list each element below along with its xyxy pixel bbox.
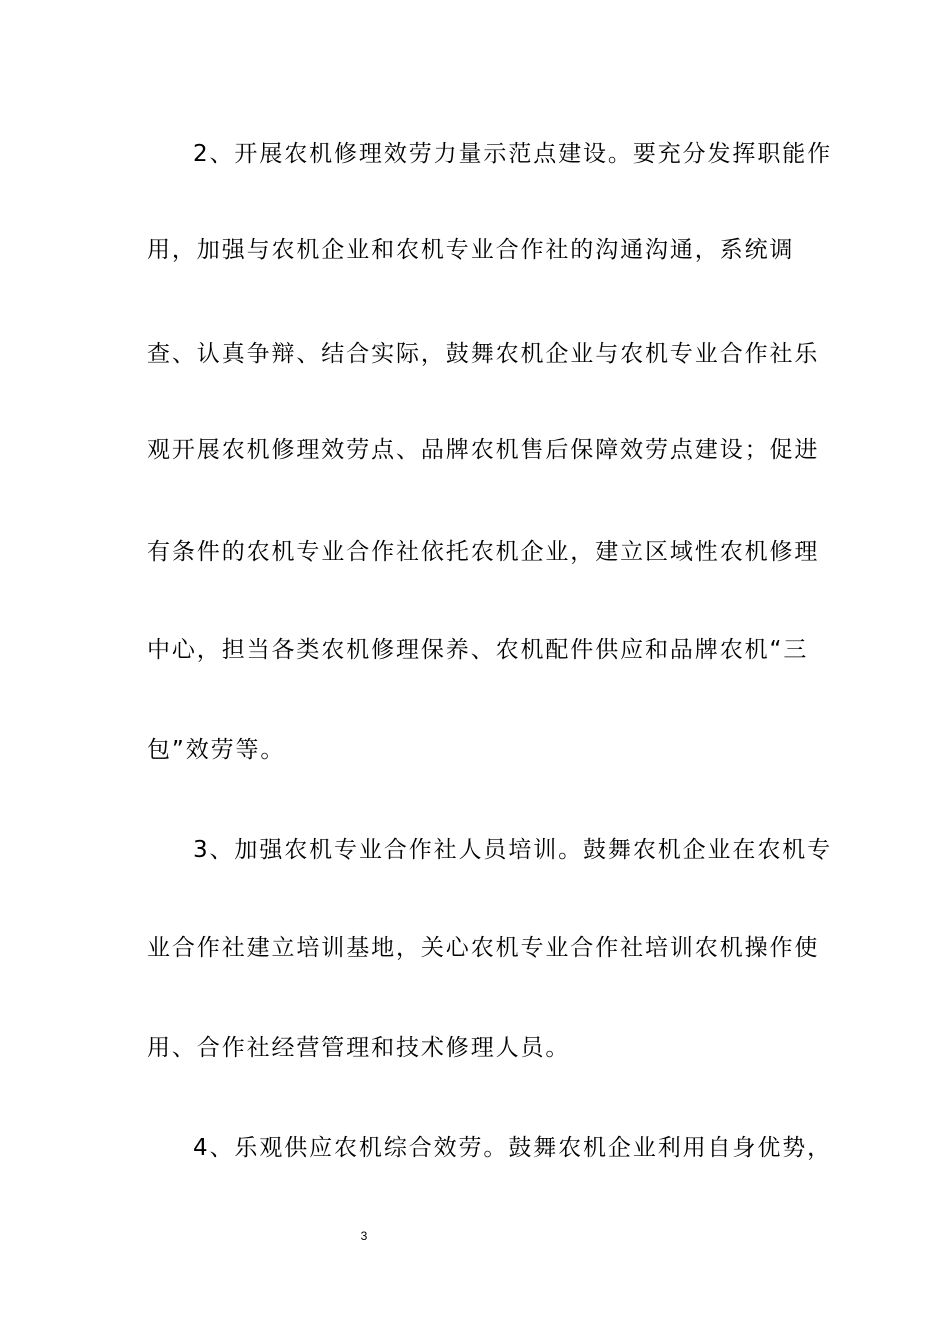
text-line: 包”效劳等。 [147, 737, 286, 763]
text-line: 2、开展农机修理效劳力量示范点建设。要充分发挥职能作 [193, 141, 833, 167]
text-line: 有条件的农机专业合作社依托农机企业，建立区域性农机修理 [147, 539, 820, 565]
text-line: 用，加强与农机企业和农机专业合作社的沟通沟通，系统调 [147, 237, 795, 263]
text-line: 3、加强农机专业合作社人员培训。鼓舞农机企业在农机专 [193, 837, 833, 863]
text-line: 业合作社建立培训基地，关心农机专业合作社培训农机操作使 [147, 935, 820, 961]
text-line: 中心，担当各类农机修理保养、农机配件供应和品牌农机“三 [147, 637, 809, 663]
text-line: 用、合作社经营管理和技术修理人员。 [147, 1035, 571, 1061]
text-line: 观开展农机修理效劳点、品牌农机售后保障效劳点建设；促进 [147, 437, 820, 463]
page-number: 3 [360, 1229, 368, 1243]
text-line: 查、认真争辩、结合实际，鼓舞农机企业与农机专业合作社乐 [147, 341, 820, 367]
text-line: 4、乐观供应农机综合效劳。鼓舞农机企业利用自身优势， [193, 1135, 833, 1161]
